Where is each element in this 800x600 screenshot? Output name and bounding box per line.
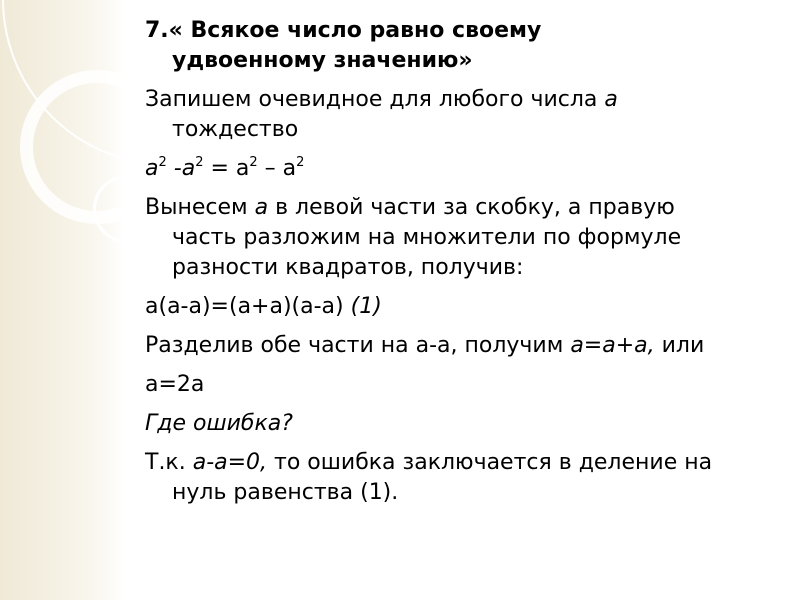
equation-1: а(а-а)=(а+а)(а-а) (1) [145,294,382,319]
title-line-2: удвоенному значению» [172,48,473,73]
paragraph-answer: Т.к. а-а=0, то ошибка заключается в деление на нуль равенства (1). [145,448,785,508]
answer-line-2: нуль равенства (1). [172,480,399,505]
identity-equation: $а^2$ $-а^2 = а^2 - а^2$ [145,154,305,181]
title-line-1: 7.« Всякое число равно своему [145,18,542,43]
variable-a: а [254,195,269,220]
variable-a: а [604,87,618,112]
intro-text: Запишем очевидное для любого числа [145,87,605,112]
slide-title [145,16,785,76]
paragraph-divide: Разделив обе части на а-а, получим а=а+а, или [145,333,705,358]
divided-equation: а=а+а, [570,333,655,358]
equation-label: (1) [350,294,382,319]
paragraph-factor: Вынесем а в левой части за скобку, а правую часть разложим на множители по формуле разности квадратов, получив: [145,193,785,283]
paragraph-identity-intro [145,85,785,145]
question-text: Где ошибка? [145,411,293,436]
intro-line-2: тождество [172,117,299,142]
factor-line-2: часть разложим на множители по формуле [172,225,682,250]
slide-content [145,16,785,517]
factor-line-3: разности квадратов, получив: [172,255,524,280]
zero-equation: а-а=0, [192,450,268,475]
result-equation: а=2а [145,372,205,397]
